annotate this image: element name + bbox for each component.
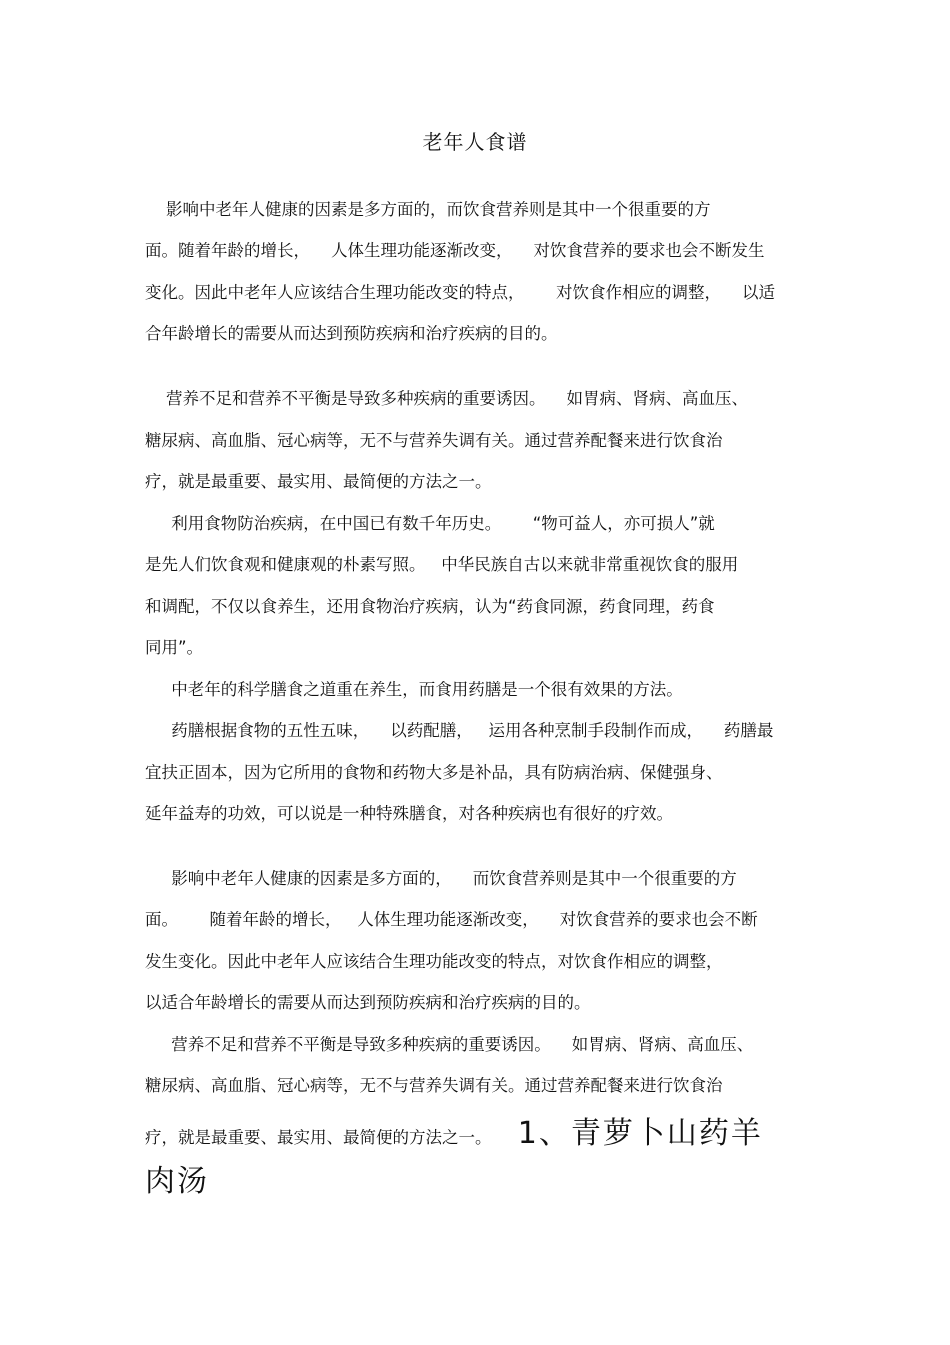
paragraph-line: 影响中老年人健康的因素是多方面的，而饮食营养则是其中一个很重要的方 [145, 200, 711, 219]
paragraph-line: 糖尿病、高血脂、冠心病等，无不与营养失调有关。通过营养配餐来进行饮食治 [145, 1076, 723, 1095]
paragraph-line: 营养不足和营养不平衡是导致多种疾病的重要诱因。 如胃病、肾病、高血压、 [145, 1035, 754, 1054]
paragraph-line: 延年益寿的功效，可以说是一种特殊膳食，对各种疾病也有很好的疗效。 [145, 804, 673, 823]
recipe-heading-continued: 肉汤 [145, 1164, 209, 1199]
paragraph-line: 以适合年龄增长的需要从而达到预防疾病和治疗疾病的目的。 [145, 993, 591, 1012]
paragraph-line-with-heading [145, 1116, 815, 1151]
paragraph-line: 合年龄增长的需要从而达到预防疾病和治疗疾病的目的。 [145, 324, 558, 343]
paragraph-line: 营养不足和营养不平衡是导致多种疾病的重要诱因。 如胃病、肾病、高血压、 [145, 389, 748, 408]
recipe-heading: 1、青萝卜山药羊 [517, 1116, 763, 1151]
paragraph-line: 糖尿病、高血脂、冠心病等，无不与营养失调有关。通过营养配餐来进行饮食治 [145, 431, 723, 450]
page-title: 老年人食谱 [422, 130, 528, 154]
paragraph-line: 药膳根据食物的五性五味， 以药配膳， 运用各种烹制手段制作而成， 药膳最 [145, 721, 774, 740]
paragraph-line: 中老年的科学膳食之道重在养生，而食用药膳是一个很有效果的方法。 [145, 680, 683, 699]
paragraph-line: 宜扶正固本，因为它所用的食物和药物大多是补品，具有防病治病、保健强身、 [145, 763, 723, 782]
paragraph-line: 同用”。 [145, 638, 204, 657]
paragraph-line: 是先人们饮食观和健康观的朴素写照。 中华民族自古以来就非常重视饮食的服用 [145, 555, 739, 574]
paragraph-line: 利用食物防治疾病，在中国已有数千年历史。 “物可益人，亦可损人”就 [145, 514, 715, 533]
paragraph-line: 和调配，不仅以食养生，还用食物治疗疾病，认为“药食同源，药食同理，药食 [145, 597, 715, 616]
paragraph-line: 面。随着年龄的增长， 人体生理功能逐渐改变， 对饮食营养的要求也会不断发生 [145, 241, 765, 260]
paragraph-line: 变化。因此中老年人应该结合生理功能改变的特点， 对饮食作相应的调整， 以适 [145, 283, 775, 302]
paragraph-line: 疗，就是最重要、最实用、最简便的方法之一。 [145, 1128, 518, 1147]
paragraph-line: 发生变化。因此中老年人应该结合生理功能改变的特点，对饮食作相应的调整， [145, 952, 723, 971]
paragraph-line: 面。 随着年龄的增长， 人体生理功能逐渐改变， 对饮食营养的要求也会不断 [145, 910, 758, 929]
paragraph-line: 影响中老年人健康的因素是多方面的， 而饮食营养则是其中一个很重要的方 [145, 869, 737, 888]
paragraph-line: 疗，就是最重要、最实用、最简便的方法之一。 [145, 472, 492, 491]
